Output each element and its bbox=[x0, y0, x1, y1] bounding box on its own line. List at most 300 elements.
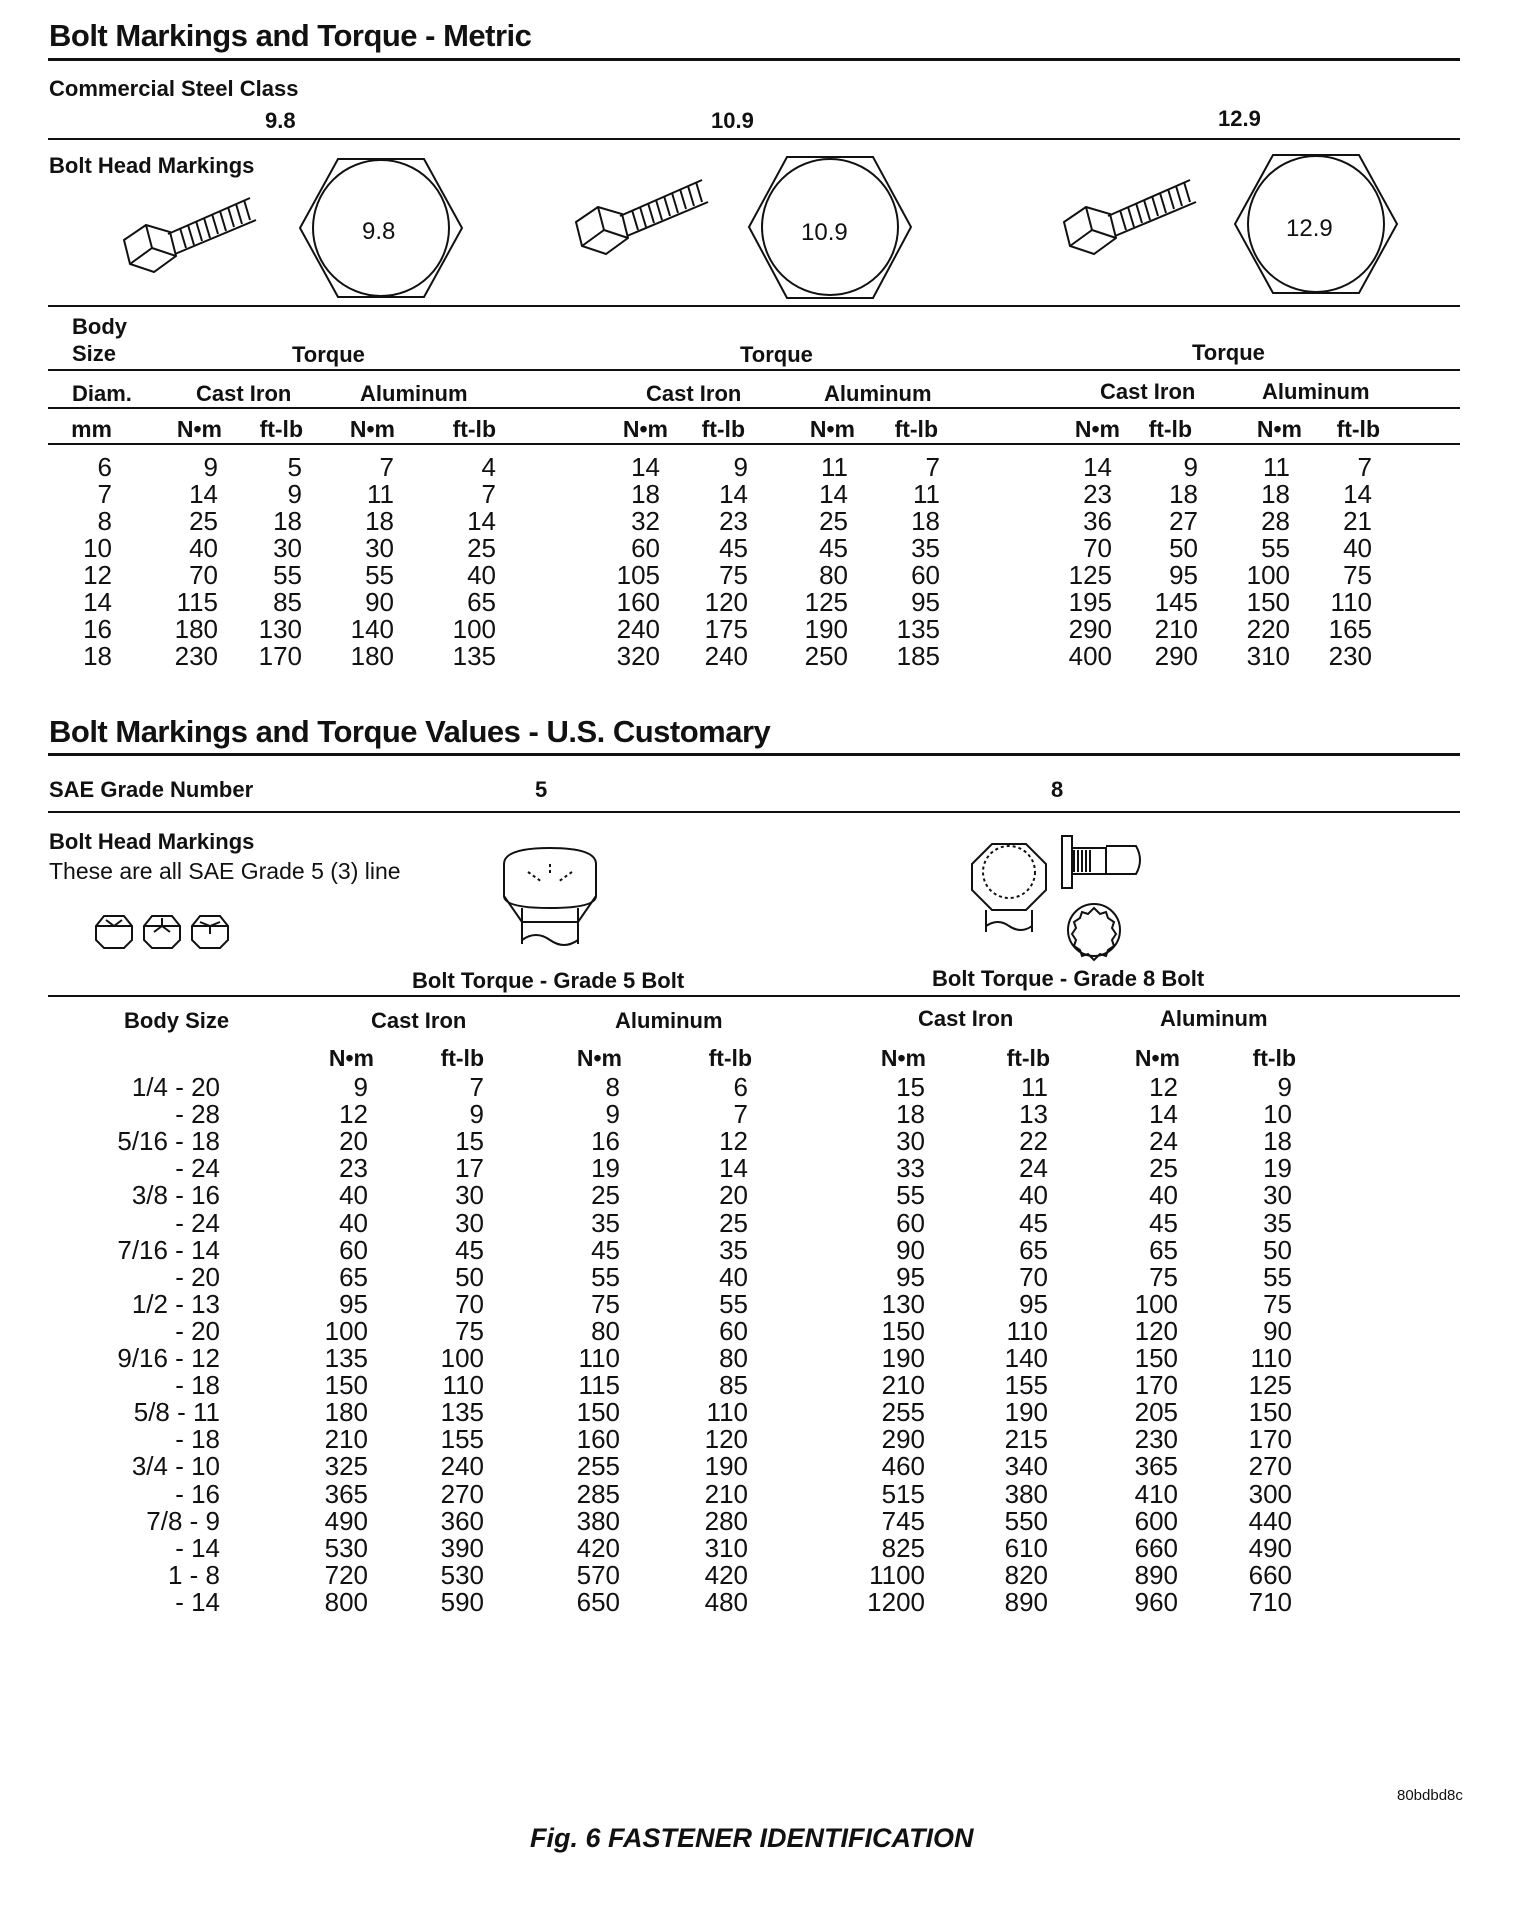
us-torque-cell: 135 bbox=[324, 1343, 368, 1373]
us-torque-cell: 190 bbox=[1004, 1397, 1048, 1428]
bolt-head-9-8-label: 9.8 bbox=[362, 218, 396, 245]
us-torque-cell: 15 bbox=[455, 1126, 484, 1157]
sae-grade-label: SAE Grade Number bbox=[49, 777, 254, 802]
us-torque-cell: 55 bbox=[1263, 1261, 1292, 1292]
metric-torque-cell: 23 bbox=[719, 506, 748, 536]
us-torque-cell: 75 bbox=[455, 1315, 484, 1346]
metric-torque-cell: 180 bbox=[350, 641, 394, 671]
us-bolt-head-markings-label: Bolt Head Markings bbox=[49, 829, 255, 854]
us-torque-cell: 33 bbox=[896, 1153, 925, 1184]
us-torque-cell: 480 bbox=[704, 1586, 748, 1617]
us-body-size-cell: 7/16 - 14 bbox=[117, 1234, 220, 1265]
us-body-size-cell: - 18 bbox=[175, 1424, 220, 1455]
ftlb-unit-label: ft-lb bbox=[1336, 416, 1380, 442]
metric-torque-cell: 65 bbox=[467, 587, 496, 617]
commercial-steel-class-label: Commercial Steel Class bbox=[49, 76, 299, 101]
us-torque-cell: 110 bbox=[578, 1343, 620, 1373]
us-torque-cell: 490 bbox=[1248, 1532, 1292, 1563]
us-torque-cell: 380 bbox=[576, 1505, 620, 1536]
us-torque-cell: 19 bbox=[591, 1153, 620, 1184]
metric-torque-cell: 9 bbox=[733, 452, 748, 482]
metric-torque-cell: 150 bbox=[1246, 587, 1290, 617]
us-torque-cell: 55 bbox=[896, 1180, 925, 1211]
us-body-size-cell: - 28 bbox=[175, 1099, 220, 1130]
us-torque-cell: 100 bbox=[440, 1343, 484, 1373]
divider bbox=[48, 305, 1460, 307]
us-torque-cell: 65 bbox=[1149, 1234, 1178, 1265]
us-torque-cell: 240 bbox=[440, 1451, 484, 1482]
us-torque-cell: 60 bbox=[719, 1315, 748, 1346]
us-torque-cell: 515 bbox=[881, 1478, 925, 1509]
us-torque-cell: 825 bbox=[881, 1532, 925, 1563]
us-torque-cell: 155 bbox=[440, 1424, 484, 1455]
us-torque-cell: 95 bbox=[339, 1288, 368, 1319]
divider bbox=[48, 443, 1460, 445]
us-body-size-cell: 1/2 - 13 bbox=[131, 1288, 220, 1319]
metric-torque-cell: 105 bbox=[616, 560, 660, 590]
us-torque-cell: 365 bbox=[324, 1478, 368, 1509]
us-torque-cell: 490 bbox=[324, 1505, 368, 1536]
us-torque-cell: 30 bbox=[455, 1207, 484, 1238]
us-torque-cell: 120 bbox=[704, 1424, 748, 1455]
us-torque-cell: 11 bbox=[1021, 1072, 1048, 1102]
us-torque-cell: 30 bbox=[896, 1126, 925, 1157]
nm-unit-label: N•m bbox=[809, 416, 855, 442]
us-torque-cell: 710 bbox=[1248, 1586, 1292, 1617]
us-torque-cell: 12 bbox=[1149, 1072, 1178, 1102]
us-torque-cell: 310 bbox=[704, 1532, 748, 1563]
metric-torque-cell: 290 bbox=[1154, 641, 1198, 671]
us-torque-cell: 45 bbox=[591, 1234, 620, 1265]
metric-torque-cell: 14 bbox=[189, 479, 218, 509]
us-torque-cell: 10 bbox=[1263, 1099, 1292, 1130]
us-torque-cell: 35 bbox=[591, 1207, 620, 1238]
metric-torque-cell: 45 bbox=[719, 533, 748, 563]
metric-torque-cell: 25 bbox=[189, 506, 218, 536]
metric-torque-cell: 80 bbox=[819, 560, 848, 590]
metric-torque-cell: 55 bbox=[273, 560, 302, 590]
torque-header: Torque bbox=[292, 342, 365, 367]
us-torque-cell: 150 bbox=[1134, 1343, 1178, 1373]
us-torque-cell: 110 bbox=[1250, 1343, 1292, 1373]
metric-torque-cell: 95 bbox=[911, 587, 940, 617]
metric-torque-cell: 14 bbox=[1343, 479, 1372, 509]
us-torque-cell: 180 bbox=[324, 1397, 368, 1428]
cast-iron-header: Cast Iron bbox=[1100, 379, 1196, 404]
metric-torque-cell: 30 bbox=[365, 533, 394, 563]
us-torque-cell: 190 bbox=[881, 1343, 925, 1373]
us-torque-cell: 17 bbox=[455, 1153, 484, 1184]
us-torque-cell: 22 bbox=[1019, 1126, 1048, 1157]
us-torque-cell: 300 bbox=[1248, 1478, 1292, 1509]
us-body-size-cell: - 18 bbox=[175, 1370, 220, 1401]
metric-torque-cell: 14 bbox=[467, 506, 496, 536]
us-torque-cell: 45 bbox=[1019, 1207, 1048, 1238]
us-torque-cell: 16 bbox=[591, 1126, 620, 1157]
metric-torque-cell: 100 bbox=[452, 614, 496, 644]
us-torque-cell: 440 bbox=[1248, 1505, 1292, 1536]
metric-title: Bolt Markings and Torque - Metric bbox=[49, 18, 532, 53]
us-torque-cell: 960 bbox=[1134, 1586, 1178, 1617]
us-torque-cell: 1100 bbox=[869, 1559, 925, 1590]
metric-torque-cell: 195 bbox=[1068, 587, 1112, 617]
us-torque-cell: 18 bbox=[1263, 1126, 1292, 1157]
us-torque-cell: 550 bbox=[1004, 1505, 1048, 1536]
us-torque-cell: 530 bbox=[324, 1532, 368, 1563]
us-torque-cell: 890 bbox=[1134, 1559, 1178, 1590]
metric-torque-cell: 290 bbox=[1068, 614, 1112, 644]
us-torque-cell: 65 bbox=[1019, 1234, 1048, 1265]
metric-torque-cell: 60 bbox=[631, 533, 660, 563]
us-torque-cell: 80 bbox=[591, 1315, 620, 1346]
metric-torque-cell: 25 bbox=[467, 533, 496, 563]
metric-torque-cell: 4 bbox=[481, 452, 496, 482]
us-torque-cell: 30 bbox=[1263, 1180, 1292, 1211]
metric-torque-cell: 11 bbox=[367, 479, 394, 509]
us-torque-cell: 150 bbox=[576, 1397, 620, 1428]
metric-torque-cell: 18 bbox=[365, 506, 394, 536]
us-torque-cell: 65 bbox=[339, 1261, 368, 1292]
bolt-head-markings-label: Bolt Head Markings bbox=[49, 153, 255, 178]
us-body-size-cell: - 16 bbox=[175, 1478, 220, 1509]
us-torque-cell: 24 bbox=[1149, 1126, 1178, 1157]
grade-8-bolt-icon bbox=[966, 828, 1151, 960]
us-torque-cell: 25 bbox=[719, 1207, 748, 1238]
us-torque-cell: 150 bbox=[881, 1315, 925, 1346]
us-torque-cell: 25 bbox=[1149, 1153, 1178, 1184]
us-torque-cell: 150 bbox=[324, 1370, 368, 1401]
metric-torque-cell: 85 bbox=[273, 587, 302, 617]
metric-torque-cell: 90 bbox=[365, 587, 394, 617]
us-torque-cell: 610 bbox=[1004, 1532, 1048, 1563]
us-torque-cell: 360 bbox=[440, 1505, 484, 1536]
metric-torque-cell: 240 bbox=[704, 641, 748, 671]
us-torque-cell: 40 bbox=[1019, 1180, 1048, 1211]
nm-unit-label: N•m bbox=[880, 1045, 926, 1071]
us-torque-cell: 325 bbox=[324, 1451, 368, 1482]
us-torque-cell: 1200 bbox=[867, 1586, 925, 1617]
us-body-size-cell: 9/16 - 12 bbox=[117, 1343, 220, 1373]
us-torque-cell: 9 bbox=[353, 1072, 368, 1102]
mm-unit-label: mm bbox=[71, 416, 112, 442]
class-10-9-header: 10.9 bbox=[711, 108, 754, 133]
aluminum-header: Aluminum bbox=[615, 1008, 723, 1033]
us-torque-cell: 75 bbox=[1149, 1261, 1178, 1292]
us-torque-cell: 100 bbox=[1134, 1288, 1178, 1319]
us-torque-cell: 35 bbox=[719, 1234, 748, 1265]
ftlb-unit-label: ft-lb bbox=[1006, 1045, 1050, 1071]
metric-torque-cell: 11 bbox=[821, 452, 848, 482]
us-torque-cell: 255 bbox=[881, 1397, 925, 1428]
us-torque-cell: 40 bbox=[719, 1261, 748, 1292]
us-torque-cell: 95 bbox=[896, 1261, 925, 1292]
us-torque-cell: 75 bbox=[591, 1288, 620, 1319]
us-torque-cell: 285 bbox=[576, 1478, 620, 1509]
divider bbox=[48, 753, 1460, 756]
metric-torque-cell: 40 bbox=[189, 533, 218, 563]
divider bbox=[48, 58, 1460, 61]
bolt-head-12-9-label: 12.9 bbox=[1286, 215, 1333, 242]
us-torque-cell: 210 bbox=[324, 1424, 368, 1455]
us-torque-cell: 13 bbox=[1019, 1099, 1048, 1130]
us-torque-cell: 420 bbox=[576, 1532, 620, 1563]
us-torque-cell: 20 bbox=[719, 1180, 748, 1211]
us-torque-cell: 8 bbox=[605, 1072, 620, 1102]
us-torque-cell: 7 bbox=[469, 1072, 484, 1102]
metric-torque-cell: 30 bbox=[273, 533, 302, 563]
us-torque-cell: 7 bbox=[733, 1099, 748, 1130]
us-torque-cell: 18 bbox=[896, 1099, 925, 1130]
us-torque-cell: 290 bbox=[881, 1424, 925, 1455]
us-torque-cell: 60 bbox=[896, 1207, 925, 1238]
metric-torque-cell: 160 bbox=[616, 587, 660, 617]
us-torque-cell: 19 bbox=[1263, 1153, 1292, 1184]
us-torque-cell: 50 bbox=[455, 1261, 484, 1292]
metric-torque-cell: 140 bbox=[350, 614, 394, 644]
grade-8-torque-title: Bolt Torque - Grade 8 Bolt bbox=[932, 966, 1205, 991]
metric-torque-cell: 110 bbox=[1330, 587, 1372, 617]
metric-torque-cell: 9 bbox=[203, 452, 218, 482]
metric-torque-cell: 7 bbox=[925, 452, 940, 482]
us-torque-cell: 660 bbox=[1248, 1559, 1292, 1590]
us-body-size-cell: - 24 bbox=[175, 1207, 220, 1238]
metric-torque-cell: 50 bbox=[1169, 533, 1198, 563]
us-torque-cell: 110 bbox=[706, 1397, 748, 1428]
us-torque-cell: 95 bbox=[1019, 1288, 1048, 1319]
metric-torque-cell: 320 bbox=[616, 641, 660, 671]
metric-torque-cell: 27 bbox=[1169, 506, 1198, 536]
metric-torque-cell: 250 bbox=[804, 641, 848, 671]
us-torque-cell: 60 bbox=[339, 1234, 368, 1265]
cast-iron-header: Cast Iron bbox=[196, 381, 292, 406]
cast-iron-header: Cast Iron bbox=[646, 381, 742, 406]
metric-torque-cell: 100 bbox=[1246, 560, 1290, 590]
us-torque-cell: 45 bbox=[455, 1234, 484, 1265]
metric-torque-cell: 55 bbox=[1261, 533, 1290, 563]
class-9-8-header: 9.8 bbox=[265, 108, 296, 133]
metric-torque-cell: 55 bbox=[365, 560, 394, 590]
metric-torque-cell: 210 bbox=[1154, 614, 1198, 644]
metric-torque-cell: 185 bbox=[896, 641, 940, 671]
metric-torque-cell: 18 bbox=[631, 479, 660, 509]
us-torque-cell: 365 bbox=[1134, 1451, 1178, 1482]
us-body-size-cell: 3/8 - 16 bbox=[131, 1180, 220, 1211]
bolt-head-10-9-label: 10.9 bbox=[801, 219, 848, 246]
us-torque-cell: 125 bbox=[1248, 1370, 1292, 1401]
ftlb-unit-label: ft-lb bbox=[1252, 1045, 1296, 1071]
us-torque-cell: 55 bbox=[591, 1261, 620, 1292]
cast-iron-header: Cast Iron bbox=[918, 1006, 1014, 1031]
us-torque-cell: 9 bbox=[605, 1099, 620, 1130]
grade-5-header: 5 bbox=[535, 777, 548, 802]
metric-diameter-cell: 7 bbox=[97, 479, 112, 509]
us-torque-cell: 100 bbox=[324, 1315, 368, 1346]
metric-torque-cell: 25 bbox=[819, 506, 848, 536]
grade-5-bolt-icon bbox=[500, 844, 600, 948]
us-torque-cell: 170 bbox=[1134, 1370, 1178, 1401]
us-torque-cell: 9 bbox=[469, 1099, 484, 1130]
us-torque-cell: 380 bbox=[1004, 1478, 1048, 1509]
metric-torque-cell: 240 bbox=[616, 614, 660, 644]
bolt-side-icon bbox=[572, 172, 712, 267]
us-torque-cell: 70 bbox=[455, 1288, 484, 1319]
metric-torque-cell: 310 bbox=[1246, 641, 1290, 671]
us-torque-cell: 660 bbox=[1134, 1532, 1178, 1563]
us-torque-cell: 20 bbox=[339, 1126, 368, 1157]
metric-torque-cell: 18 bbox=[1169, 479, 1198, 509]
us-torque-cell: 35 bbox=[1263, 1207, 1292, 1238]
metric-diameter-cell: 6 bbox=[97, 452, 112, 482]
metric-torque-cell: 40 bbox=[1343, 533, 1372, 563]
metric-torque-cell: 40 bbox=[467, 560, 496, 590]
us-torque-cell: 215 bbox=[1004, 1424, 1048, 1455]
nm-unit-label: N•m bbox=[1134, 1045, 1180, 1071]
us-torque-cell: 150 bbox=[1248, 1397, 1292, 1428]
nm-unit-label: N•m bbox=[328, 1045, 374, 1071]
us-torque-cell: 75 bbox=[1263, 1288, 1292, 1319]
metric-torque-cell: 190 bbox=[804, 614, 848, 644]
metric-diameter-cell: 18 bbox=[83, 641, 112, 671]
us-torque-cell: 6 bbox=[733, 1072, 748, 1102]
metric-torque-cell: 11 bbox=[1263, 452, 1290, 482]
us-torque-cell: 420 bbox=[704, 1559, 748, 1590]
us-torque-cell: 14 bbox=[1149, 1099, 1178, 1130]
us-torque-cell: 135 bbox=[440, 1397, 484, 1428]
metric-torque-cell: 170 bbox=[258, 641, 302, 671]
metric-torque-cell: 5 bbox=[287, 452, 302, 482]
metric-torque-cell: 60 bbox=[911, 560, 940, 590]
us-torque-cell: 340 bbox=[1004, 1451, 1048, 1482]
us-torque-cell: 650 bbox=[576, 1586, 620, 1617]
us-torque-cell: 255 bbox=[576, 1451, 620, 1482]
bolt-side-icon bbox=[120, 190, 260, 285]
us-torque-cell: 85 bbox=[719, 1370, 748, 1401]
us-torque-cell: 210 bbox=[704, 1478, 748, 1509]
us-torque-cell: 190 bbox=[704, 1451, 748, 1482]
us-torque-cell: 460 bbox=[881, 1451, 925, 1482]
metric-torque-cell: 32 bbox=[631, 506, 660, 536]
us-torque-cell: 590 bbox=[440, 1586, 484, 1617]
us-torque-cell: 800 bbox=[324, 1586, 368, 1617]
ftlb-unit-label: ft-lb bbox=[1148, 416, 1192, 442]
us-torque-cell: 40 bbox=[339, 1180, 368, 1211]
metric-torque-cell: 230 bbox=[174, 641, 218, 671]
metric-torque-cell: 135 bbox=[452, 641, 496, 671]
ftlb-unit-label: ft-lb bbox=[708, 1045, 752, 1071]
metric-torque-cell: 115 bbox=[176, 587, 218, 617]
us-torque-cell: 30 bbox=[455, 1180, 484, 1211]
us-torque-cell: 14 bbox=[719, 1153, 748, 1184]
metric-torque-cell: 230 bbox=[1328, 641, 1372, 671]
us-torque-cell: 280 bbox=[704, 1505, 748, 1536]
metric-torque-cell: 21 bbox=[1343, 506, 1372, 536]
metric-torque-cell: 70 bbox=[189, 560, 218, 590]
body-size-label: Body Size bbox=[72, 314, 127, 366]
metric-torque-cell: 220 bbox=[1246, 614, 1290, 644]
metric-torque-cell: 23 bbox=[1083, 479, 1112, 509]
us-torque-cell: 90 bbox=[896, 1234, 925, 1265]
metric-torque-cell: 14 bbox=[719, 479, 748, 509]
us-torque-cell: 410 bbox=[1134, 1478, 1178, 1509]
us-torque-cell: 570 bbox=[576, 1559, 620, 1590]
metric-torque-cell: 75 bbox=[1343, 560, 1372, 590]
us-torque-cell: 12 bbox=[719, 1126, 748, 1157]
metric-torque-cell: 14 bbox=[1083, 452, 1112, 482]
metric-torque-cell: 36 bbox=[1083, 506, 1112, 536]
torque-header: Torque bbox=[740, 342, 813, 367]
us-torque-cell: 24 bbox=[1019, 1153, 1048, 1184]
divider bbox=[48, 369, 1460, 371]
us-torque-cell: 170 bbox=[1248, 1424, 1292, 1455]
us-torque-cell: 270 bbox=[440, 1478, 484, 1509]
nm-unit-label: N•m bbox=[622, 416, 668, 442]
divider bbox=[48, 811, 1460, 813]
aluminum-header: Aluminum bbox=[1160, 1006, 1268, 1031]
metric-torque-cell: 125 bbox=[1068, 560, 1112, 590]
us-torque-cell: 140 bbox=[1004, 1343, 1048, 1373]
us-torque-cell: 390 bbox=[440, 1532, 484, 1563]
us-body-size-cell: 3/4 - 10 bbox=[131, 1451, 220, 1482]
us-torque-cell: 155 bbox=[1004, 1370, 1048, 1401]
us-torque-cell: 9 bbox=[1277, 1072, 1292, 1102]
body-size-label: Body Size bbox=[124, 1008, 230, 1033]
us-torque-cell: 40 bbox=[1149, 1180, 1178, 1211]
us-torque-cell: 70 bbox=[1019, 1261, 1048, 1292]
metric-torque-cell: 95 bbox=[1169, 560, 1198, 590]
us-torque-cell: 45 bbox=[1149, 1207, 1178, 1238]
us-body-size-cell: 1 - 8 bbox=[167, 1559, 220, 1590]
cast-iron-header: Cast Iron bbox=[371, 1008, 467, 1033]
reference-code: 80bdbd8c bbox=[1397, 1787, 1463, 1804]
metric-torque-cell: 7 bbox=[481, 479, 496, 509]
metric-torque-cell: 28 bbox=[1261, 506, 1290, 536]
us-body-size-cell: - 24 bbox=[175, 1153, 220, 1184]
grade-5-torque-title: Bolt Torque - Grade 5 Bolt bbox=[412, 968, 685, 993]
us-torque-cell: 110 bbox=[1006, 1315, 1048, 1346]
us-torque-cell: 210 bbox=[881, 1370, 925, 1401]
metric-diameter-cell: 14 bbox=[83, 587, 112, 617]
metric-torque-cell: 7 bbox=[379, 452, 394, 482]
metric-diameter-cell: 8 bbox=[97, 506, 112, 536]
metric-torque-cell: 130 bbox=[258, 614, 302, 644]
metric-torque-cell: 9 bbox=[1183, 452, 1198, 482]
us-body-size-cell: 7/8 - 9 bbox=[146, 1505, 220, 1536]
metric-torque-cell: 18 bbox=[1261, 479, 1290, 509]
us-torque-cell: 600 bbox=[1134, 1505, 1178, 1536]
us-body-size-cell: - 20 bbox=[175, 1315, 220, 1346]
us-torque-cell: 230 bbox=[1134, 1424, 1178, 1455]
divider bbox=[48, 995, 1460, 997]
grade-8-header: 8 bbox=[1051, 777, 1064, 802]
us-torque-cell: 160 bbox=[576, 1424, 620, 1455]
metric-diameter-cell: 12 bbox=[83, 560, 112, 590]
nm-unit-label: N•m bbox=[1074, 416, 1120, 442]
metric-torque-cell: 125 bbox=[804, 587, 848, 617]
metric-torque-cell: 145 bbox=[1154, 587, 1198, 617]
divider bbox=[48, 407, 1460, 409]
us-torque-cell: 90 bbox=[1263, 1315, 1292, 1346]
metric-torque-cell: 18 bbox=[911, 506, 940, 536]
us-torque-cell: 40 bbox=[339, 1207, 368, 1238]
metric-torque-cell: 11 bbox=[913, 479, 940, 509]
grade-5-note: These are all SAE Grade 5 (3) line bbox=[49, 858, 401, 884]
grade-5-line-icon bbox=[92, 912, 237, 952]
us-title: Bolt Markings and Torque Values - U.S. Customary bbox=[49, 714, 771, 749]
metric-torque-cell: 165 bbox=[1328, 614, 1372, 644]
nm-unit-label: N•m bbox=[576, 1045, 622, 1071]
ftlb-unit-label: ft-lb bbox=[452, 416, 496, 442]
ftlb-unit-label: ft-lb bbox=[440, 1045, 484, 1071]
